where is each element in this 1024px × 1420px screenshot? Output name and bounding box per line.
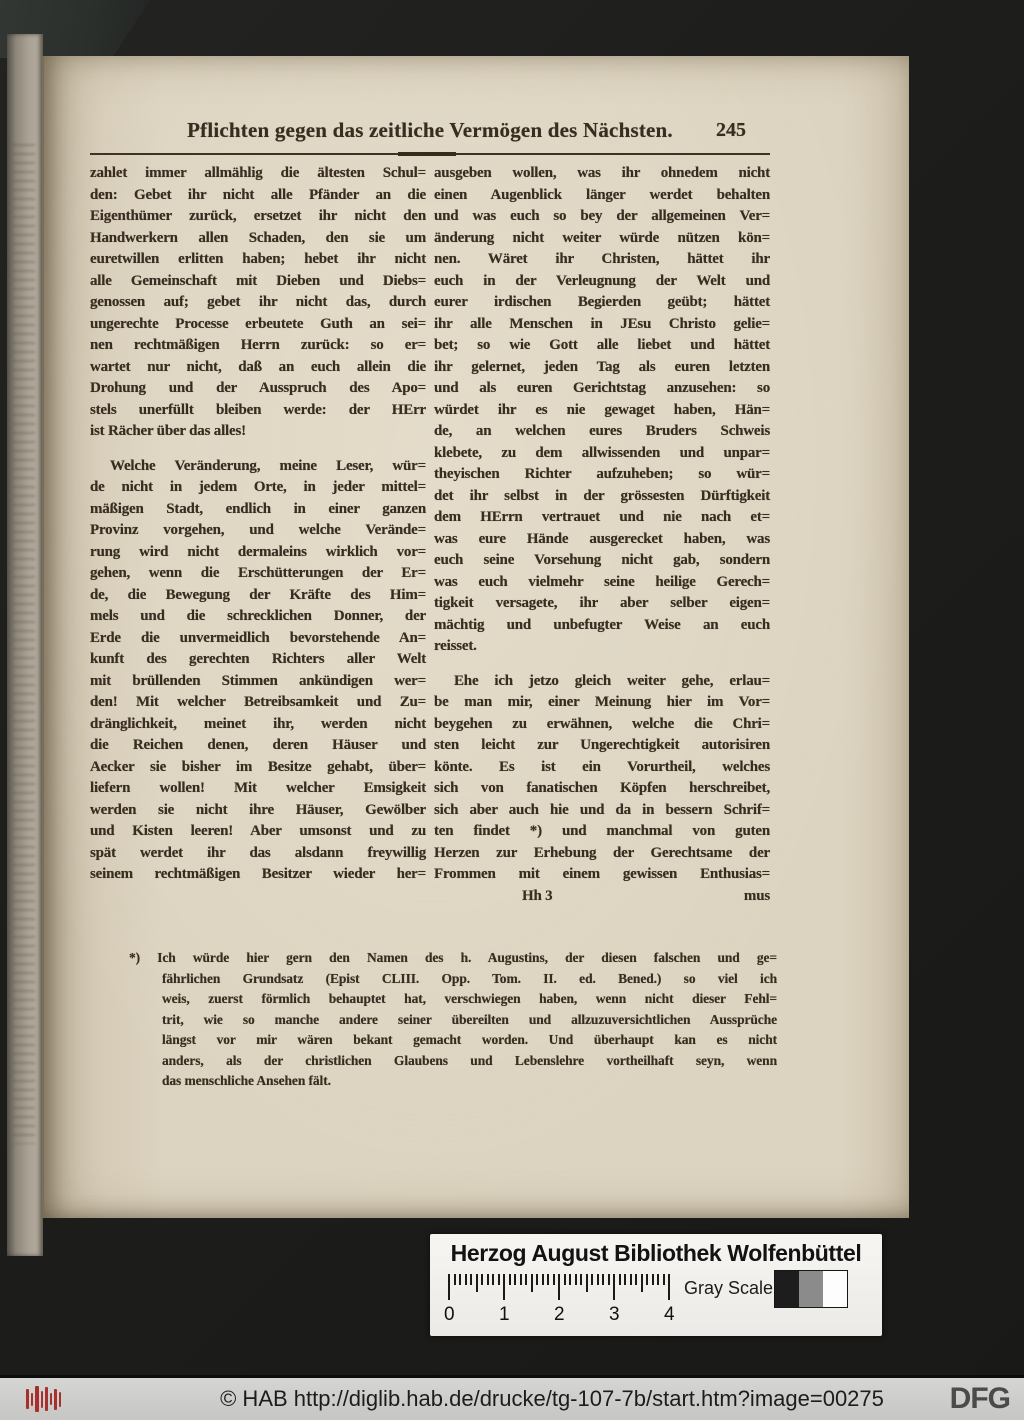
ruler-tick — [454, 1274, 456, 1285]
text-line: wartet nur nicht, daß an euch allein die — [90, 358, 426, 375]
text-line: könte. Es ist ein Vorurtheil, welches — [434, 758, 770, 775]
signature-mark: Hh 3 — [522, 887, 553, 904]
text-column-right — [434, 163, 770, 907]
gray-scale-swatch — [799, 1271, 823, 1307]
text-line: Welche Veränderung, meine Leser, wür= — [110, 457, 426, 474]
text-line: und was euch so bey der allgemeinen Ver= — [434, 208, 770, 224]
text-line: bet; so wie Gott alle liebet und hättet — [434, 337, 770, 353]
scanned-page — [42, 56, 909, 1218]
text-line: euretwillen erlitten haben; hebet ihr nicht — [90, 251, 426, 267]
ruler-tick — [575, 1274, 577, 1285]
text-line: ausgeben wollen, was ihr ohnedem nicht — [434, 165, 770, 181]
ruler-tick — [580, 1274, 582, 1285]
running-header — [90, 118, 770, 148]
hab-logo-stroke — [54, 1389, 57, 1410]
ruler-tick — [624, 1274, 626, 1285]
text-line: Herzen zur Erhebung der Gerechtsame der — [434, 844, 770, 861]
text-line: euch seine Vorsehung nicht gab, sondern — [434, 552, 770, 568]
ruler-tick — [591, 1274, 593, 1285]
footnote-line: anders, als der christlichen Glaubens und Lebenslehre vortheilhaft seyn, wenn — [162, 1052, 777, 1068]
ruler-tick — [525, 1274, 527, 1285]
text-line: sich von fanatischen Köpfen herschreibet, — [434, 780, 770, 796]
text-line: Drohung und der Ausspruch des Apo= — [90, 380, 426, 396]
ruler-tick — [465, 1274, 467, 1285]
text-line: Frommen mit einem gewissen Enthusias= — [434, 866, 770, 882]
ruler-tick — [536, 1274, 538, 1285]
text-line: kunft des gerechten Richters aller Welt — [90, 651, 426, 667]
text-line: mit brüllenden Stimmen ankündigen wer= — [90, 672, 426, 689]
ruler-tick — [608, 1274, 610, 1285]
text-line: was eure Hände ausgerecket haben, was — [434, 530, 770, 547]
ruler-tick — [509, 1274, 511, 1285]
text-line: ungerechte Processe erbeutete Guth an sei= — [90, 315, 426, 332]
ruler-number: 4 — [664, 1304, 675, 1325]
text-line: mels und die schrecklichen Donner, der — [90, 608, 426, 624]
ruler-tick — [448, 1274, 450, 1300]
text-line: tigkeit versagete, ihr aber selber eigen= — [434, 595, 770, 611]
ruler-tick — [547, 1274, 549, 1285]
ruler-number: 0 — [444, 1304, 455, 1325]
ruler-tick — [613, 1274, 615, 1300]
text-line: Handwerkern allen Schaden, den sie um — [90, 229, 426, 246]
ruler-tick — [564, 1274, 566, 1285]
text-line: zahlet immer allmählig die ältesten Schul= — [90, 165, 426, 181]
running-title: Pflichten gegen das zeitliche Vermögen des Nächsten. — [187, 118, 673, 142]
hab-logo-stroke — [26, 1389, 29, 1409]
text-line: stels unerfüllt bleiben werde: der HErr — [90, 401, 426, 418]
ruler-number: 1 — [499, 1304, 510, 1325]
footnote-line: fährlichen Grundsatz (Epist CLIII. Opp. Tom. II. ed. Bened.) so viel ich — [162, 970, 777, 986]
text-line: Ehe ich jetzo gleich weiter gehe, erlau= — [454, 672, 770, 689]
text-line: de nicht in jedem Orte, in jeder mittel= — [90, 479, 426, 495]
text-line: ist Rächer über das alles! — [90, 423, 246, 439]
ruler-number: 2 — [554, 1304, 565, 1325]
ruler-ticks — [448, 1274, 672, 1302]
text-line: dränglichkeit, meinet ihr, werden nicht — [90, 715, 426, 732]
text-line: seinem rechtmäßigen Besitzer wieder her= — [90, 866, 426, 882]
ruler-tick — [597, 1274, 599, 1285]
right-column-paragraphs — [434, 163, 770, 886]
paragraph — [90, 456, 426, 886]
hab-logo-stroke — [41, 1391, 43, 1408]
catchword: mus — [743, 887, 770, 904]
text-line: würdet ihr es nie gewaget haben, Hän= — [434, 401, 770, 418]
text-line: ihr gelernet, jeden Tag als euren letzten — [434, 358, 770, 375]
hab-logo-stroke — [45, 1387, 48, 1411]
text-line: Provinz vorgehen, und welche Verände= — [90, 522, 426, 538]
ruler-tick — [586, 1274, 588, 1292]
text-line: dem HErrn vertrauet und nie nach et= — [434, 509, 770, 525]
hab-logo-stroke — [35, 1386, 39, 1412]
ruler-tick — [641, 1274, 643, 1292]
text-line: rung wird nicht dermaleins wirklich vor= — [90, 543, 426, 560]
ruler-tick — [503, 1274, 505, 1300]
text-line: spät werdet ihr das alsdann freywillig — [90, 844, 426, 861]
text-line: reisset. — [434, 638, 477, 654]
ruler-numbers — [444, 1304, 675, 1326]
ruler-tick — [531, 1274, 533, 1292]
text-line: eurer irdischen Begierden geübt; hättet — [434, 294, 770, 310]
ruler-tick — [619, 1274, 621, 1285]
copyright-url: © HAB http://diglib.hab.de/drucke/tg-107-7b/start.htm?image=00275 — [220, 1386, 884, 1411]
text-line: den: Gebet ihr nicht alle Pfänder an die — [90, 186, 426, 203]
text-line: was euch vielmehr seine heilige Gerech= — [434, 573, 770, 590]
text-line: Erde die unvermeidlich bevorstehende An= — [90, 629, 426, 646]
ruler-tick — [487, 1274, 489, 1285]
ruler — [444, 1274, 675, 1328]
text-line: euch in der Verleugnung der Welt und — [434, 272, 770, 289]
ruler-tick — [668, 1274, 670, 1300]
ruler-tick — [630, 1274, 632, 1285]
header-rule — [90, 153, 770, 155]
text-line: mächtig und unbefugter Weise an euch — [434, 616, 770, 633]
text-line: de, an welchen eures Bruders Schweis — [434, 423, 770, 439]
ruler-tick — [553, 1274, 555, 1285]
footnote-line: längst vor mir wären bekant gemacht worden. Und überhaupt kan es nicht — [162, 1032, 777, 1047]
footnote-line: trit, wie so manche andere seiner übereilten und allzuzuversichtlichen Aussprüche — [162, 1011, 777, 1027]
ruler-tick — [657, 1274, 659, 1285]
ruler-tick — [663, 1274, 665, 1285]
hab-logo-icon — [26, 1385, 66, 1413]
text-line: mäßigen Stadt, endlich in einer ganzen — [90, 500, 426, 517]
hab-logo-stroke — [50, 1393, 52, 1405]
library-label — [430, 1234, 882, 1336]
paragraph — [434, 671, 770, 886]
text-line: beygehen zu erwähnen, welche die Chri= — [434, 715, 770, 732]
text-line: klebete, zu dem allwissenden und unpar= — [434, 444, 770, 461]
page-number: 245 — [716, 119, 746, 141]
ruler-tick — [646, 1274, 648, 1285]
ruler-tick — [652, 1274, 654, 1285]
footnote-line: das menschliche Ansehen fält. — [162, 1073, 331, 1088]
paragraph — [90, 163, 426, 443]
ruler-tick — [492, 1274, 494, 1285]
gray-scale-swatch — [823, 1271, 847, 1307]
text-line: sich aber auch hie und da in bessern Schrif= — [434, 801, 770, 818]
footnote-line: *) Ich würde hier gern den Namen des h. Augustins, der diesen falschen und ge= — [129, 950, 777, 965]
dfg-logo: DFG — [949, 1382, 1010, 1415]
footnote-line: weis, zuerst förmlich behauptet hat, verschwiegen haben, wenn nicht dieser Fehl= — [162, 991, 777, 1006]
signature-row — [434, 886, 770, 908]
text-line: genossen auf; gebet ihr nicht das, durch — [90, 294, 426, 310]
ruler-tick — [542, 1274, 544, 1285]
gray-scale-swatch — [775, 1271, 799, 1307]
text-line: und als euren Gerichtstag anzusehen: so — [434, 380, 770, 396]
hab-logo-stroke — [31, 1393, 33, 1406]
ruler-tick — [498, 1274, 500, 1285]
book-page-edges — [7, 34, 43, 1256]
gray-scale-swatches — [774, 1270, 848, 1308]
text-line: ten findet *) und manchmal von guten — [434, 823, 770, 839]
text-line: den! Mit welcher Betreibsamkeit und Zu= — [90, 694, 426, 710]
hab-logo-stroke — [59, 1392, 61, 1407]
text-line: Eigenthümer zurück, ersetzet ihr nicht den — [90, 208, 426, 224]
footer-bar — [0, 1375, 1024, 1420]
footnote — [129, 948, 777, 1092]
text-line: werden sie nicht ihre Häuser, Gewölber — [90, 801, 426, 818]
text-line: det ihr selbst in der grössesten Dürftigkeit — [434, 487, 770, 504]
gray-scale-label: Gray Scale — [684, 1278, 774, 1298]
ruler-tick — [635, 1274, 637, 1285]
library-label-title: Herzog August Bibliothek Wolfenbüttel — [450, 1240, 862, 1266]
ruler-tick — [459, 1274, 461, 1285]
ruler-tick — [470, 1274, 472, 1285]
ruler-tick — [514, 1274, 516, 1285]
ruler-tick — [520, 1274, 522, 1285]
ruler-tick — [602, 1274, 604, 1285]
text-column-left — [90, 163, 426, 886]
text-line: nen. Wäret ihr Christen, hättet ihr — [434, 251, 770, 267]
text-line: de, die Bewegung der Kräfte des Him= — [90, 586, 426, 603]
text-line: be man mir, einer Meinung hier im Vor= — [434, 694, 770, 710]
paragraph — [434, 163, 770, 658]
ruler-tick — [569, 1274, 571, 1285]
text-line: theyischen Richter aufzuheben; so wür= — [434, 466, 770, 482]
ruler-tick — [481, 1274, 483, 1285]
text-line: ihr alle Menschen in JEsu Christo gelie= — [434, 315, 770, 332]
text-line: gehen, wenn die Erschütterungen der Er= — [90, 565, 426, 581]
text-line: änderung nicht weiter würde nützen kön= — [434, 229, 770, 246]
text-line: alle Gemeinschaft mit Dieben und Diebs= — [90, 272, 426, 289]
text-line: Aecker sie bisher im Besitze gehabt, über= — [90, 758, 426, 775]
text-line: und Kisten leeren! Aber umsonst und zu — [90, 823, 426, 839]
text-line: nen rechtmäßigen Herrn zurück: so er= — [90, 337, 426, 353]
ruler-number: 3 — [609, 1304, 620, 1325]
text-line: einen Augenblick länger werdet behalten — [434, 186, 770, 203]
text-line: liefern wollen! Mit welcher Emsigkeit — [90, 780, 426, 796]
ruler-tick — [558, 1274, 560, 1300]
text-line: sten leicht zur Ungerechtigkeit autorisiren — [434, 737, 770, 753]
ruler-tick — [476, 1274, 478, 1292]
text-line: die Reichen denen, deren Häuser und — [90, 737, 426, 753]
